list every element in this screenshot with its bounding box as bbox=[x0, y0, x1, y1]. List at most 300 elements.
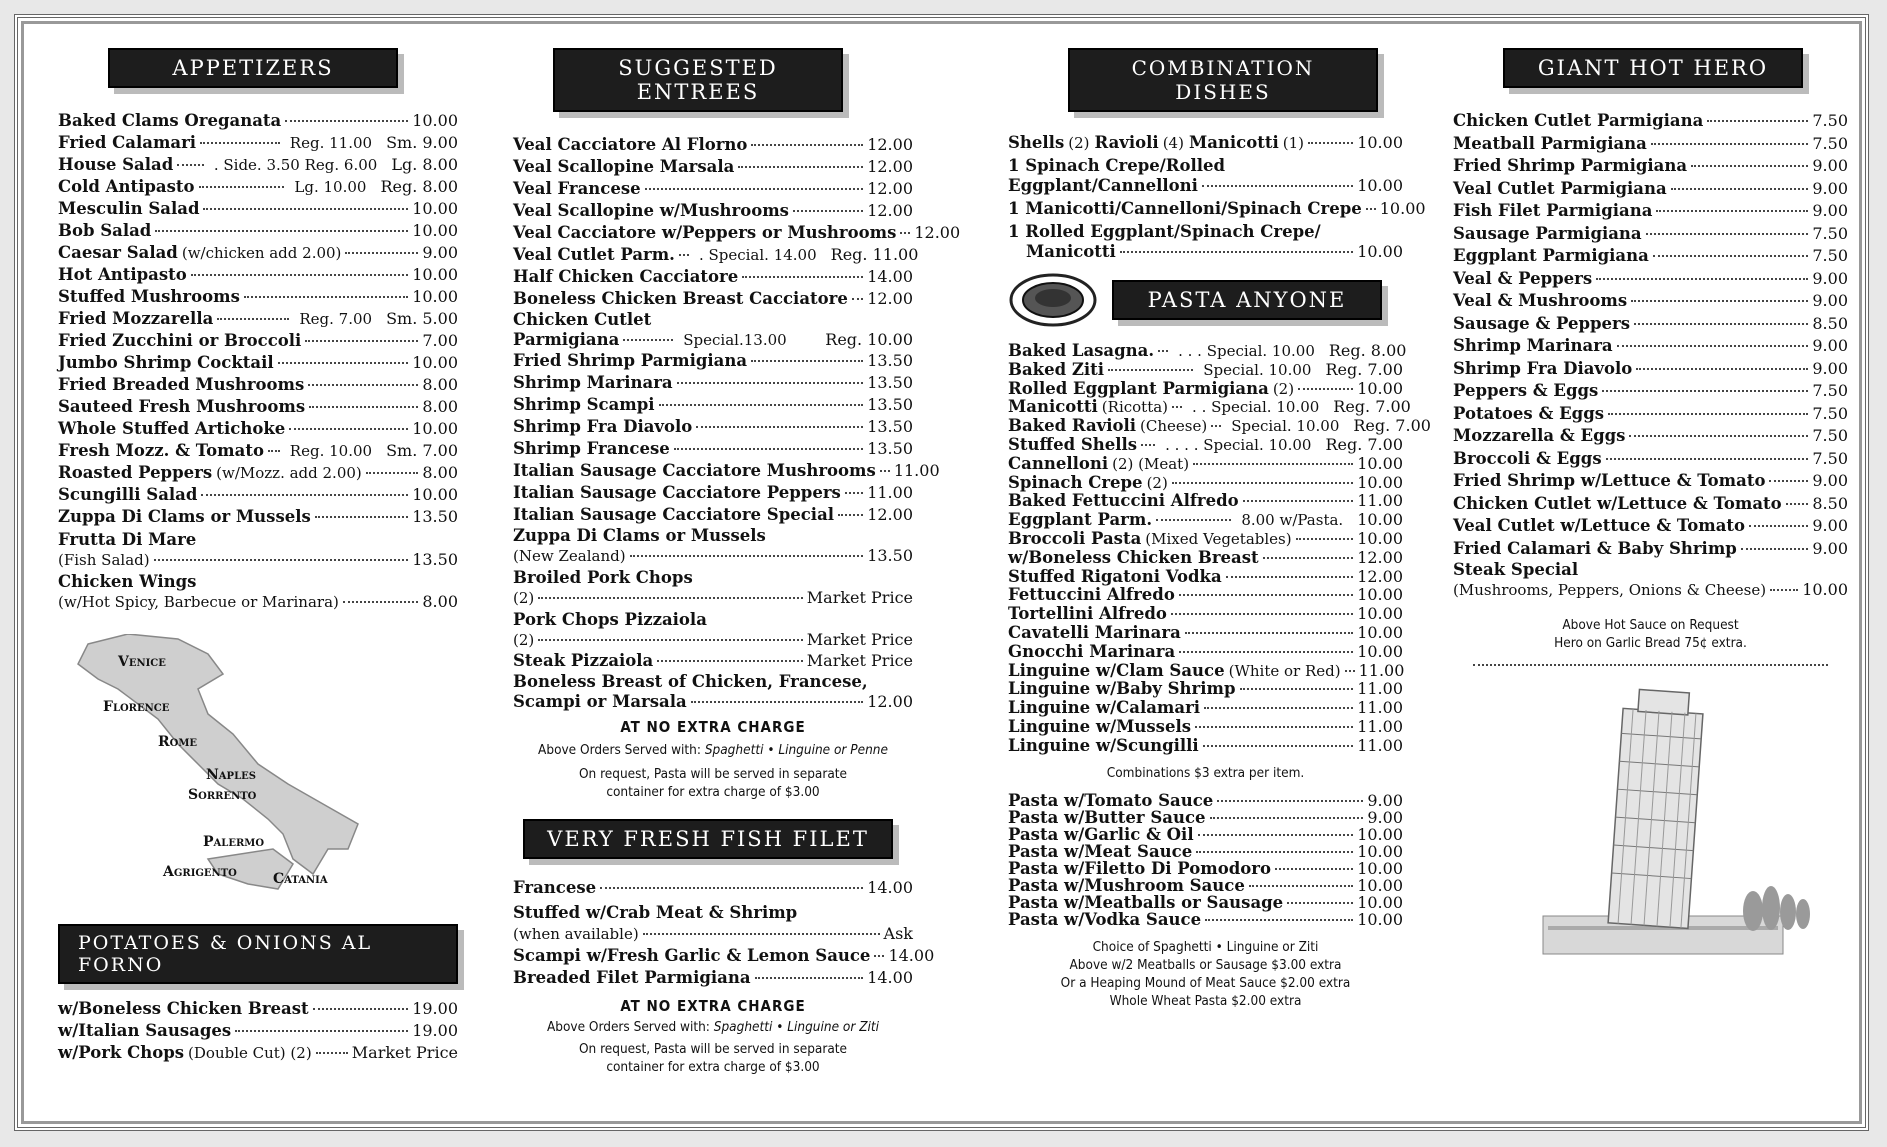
hero-row bbox=[1453, 403, 1848, 426]
item-mid-price: 8.00 w/Pasta. bbox=[1241, 511, 1344, 530]
item-note: (Cheese) bbox=[1140, 417, 1208, 436]
dot-leader bbox=[900, 232, 910, 234]
hero-row bbox=[1453, 268, 1848, 291]
entree-row bbox=[513, 222, 961, 244]
appetizer-row bbox=[58, 396, 458, 418]
sauce-list bbox=[1008, 792, 1403, 928]
hero-row bbox=[1453, 110, 1848, 133]
item-mid-price: Special. 10.00 bbox=[1231, 417, 1340, 436]
dot-leader bbox=[1196, 851, 1353, 853]
dot-leader bbox=[742, 276, 863, 278]
dot-leader bbox=[1636, 368, 1808, 370]
hero-row bbox=[1453, 425, 1848, 448]
map-city-naples: Naples bbox=[206, 767, 256, 783]
item-price: 10.00 bbox=[412, 485, 458, 504]
item-price: 10.00 bbox=[1357, 604, 1403, 624]
item-price: 13.50 bbox=[867, 395, 913, 414]
combo-4-item: 1 Rolled Eggplant/Spinach Crepe/ Manicotti 10.00 bbox=[1008, 222, 1403, 261]
item-note: (Mixed Vegetables) bbox=[1145, 529, 1292, 548]
dot-leader bbox=[1226, 576, 1354, 578]
dot-leader bbox=[1198, 834, 1354, 836]
appetizer-row bbox=[58, 352, 458, 374]
sauce-row bbox=[1008, 894, 1403, 911]
appetizer-row bbox=[58, 110, 458, 132]
item-price: 12.00 bbox=[914, 223, 961, 242]
pasta-row bbox=[1008, 341, 1407, 361]
zuppa-item: Zuppa Di Clams or Mussels (New Zealand) 13.50 bbox=[513, 526, 913, 565]
item-price: 9.00 bbox=[1812, 516, 1848, 535]
italy-map bbox=[58, 634, 458, 924]
item-mid-price: Reg. 10.00 bbox=[289, 442, 373, 460]
item-name: Baked Fettuccini Alfredo bbox=[1008, 491, 1239, 511]
dot-leader bbox=[838, 514, 863, 516]
item-price: Reg. 11.00 bbox=[830, 245, 919, 264]
item-price: 10.00 bbox=[412, 265, 458, 284]
item-price: Reg. 7.00 bbox=[1353, 416, 1431, 436]
item-name: Veal Scallopine Marsala bbox=[513, 157, 735, 176]
map-city-palermo: Palermo bbox=[203, 834, 265, 850]
dot-leader bbox=[155, 230, 408, 232]
item-name: Zuppa Di Clams or Mussels bbox=[58, 507, 311, 526]
potatoes-row bbox=[58, 1042, 458, 1064]
item-name: Tortellini Alfredo bbox=[1008, 604, 1167, 624]
item-name: Fried Shrimp w/Lettuce & Tomato bbox=[1453, 471, 1766, 490]
item-price: 9.00 bbox=[1812, 268, 1848, 288]
item-price: 7.50 bbox=[1812, 111, 1848, 130]
dot-leader bbox=[366, 472, 419, 474]
item-price: 7.50 bbox=[1812, 133, 1848, 153]
hero-row bbox=[1453, 223, 1848, 246]
entree-row bbox=[513, 504, 913, 526]
item-price: 11.00 bbox=[1357, 735, 1403, 755]
item-name: Shrimp Francese bbox=[513, 439, 670, 458]
combo-extra-note: Combinations $3 extra per item. bbox=[1106, 764, 1305, 781]
dot-leader bbox=[1296, 538, 1354, 540]
appetizer-row bbox=[58, 198, 458, 220]
menu-page bbox=[14, 14, 1869, 1131]
item-price: 8.00 bbox=[422, 397, 458, 416]
item-price: 7.50 bbox=[1812, 223, 1848, 243]
dot-leader bbox=[1741, 548, 1809, 550]
dot-leader bbox=[751, 144, 863, 146]
item-name: Fried Zucchini or Broccoli bbox=[58, 331, 302, 350]
item-mid-price: . Side. 3.50 Reg. 6.00 bbox=[213, 156, 378, 174]
frutta-item: Frutta Di Mare (Fish Salad) 13.50 bbox=[58, 530, 458, 569]
item-name: Whole Stuffed Artichoke bbox=[58, 419, 286, 438]
item-name: Shrimp Fra Diavolo bbox=[1453, 358, 1633, 378]
item-name: Italian Sausage Cacciatore Mushrooms bbox=[513, 461, 876, 480]
appetizer-row bbox=[58, 506, 458, 528]
item-price: 9.00 bbox=[1812, 471, 1848, 490]
dot-leader bbox=[1646, 233, 1809, 235]
pasta-row bbox=[1008, 662, 1403, 681]
item-price: 9.00 bbox=[1812, 291, 1848, 310]
item-mid-price: . Special. 14.00 bbox=[698, 246, 817, 264]
appetizer-row bbox=[58, 264, 458, 286]
item-price: 7.50 bbox=[1812, 246, 1848, 265]
item-price: 19.00 bbox=[412, 1021, 458, 1040]
item-name: Veal Cutlet Parm. bbox=[513, 245, 675, 264]
sauce-row bbox=[1008, 860, 1403, 877]
dot-leader bbox=[201, 494, 408, 496]
item-note: (w/chicken add 2.00) bbox=[181, 244, 342, 262]
dot-leader bbox=[1171, 613, 1353, 615]
appetizer-row bbox=[58, 330, 458, 352]
dot-leader bbox=[1203, 745, 1353, 747]
item-name: Shrimp Marinara bbox=[513, 373, 673, 392]
item-name: Linguine w/Baby Shrimp bbox=[1008, 679, 1236, 699]
hero-row bbox=[1453, 448, 1848, 471]
item-price: 10.00 bbox=[412, 419, 458, 438]
item-price: 7.50 bbox=[1812, 403, 1848, 423]
entree-row bbox=[513, 372, 913, 394]
item-name: Italian Sausage Cacciatore Peppers bbox=[513, 483, 841, 502]
item-price: 10.00 bbox=[1357, 824, 1403, 844]
item-price: 7.00 bbox=[422, 331, 458, 350]
item-price: 9.00 bbox=[1812, 336, 1848, 355]
pasta-row bbox=[1008, 530, 1403, 549]
item-name: Shrimp Fra Diavolo bbox=[513, 417, 693, 436]
dot-leader bbox=[659, 404, 864, 406]
item-mid-price: Reg. 7.00 bbox=[299, 310, 373, 328]
pasta-row bbox=[1008, 416, 1431, 436]
hero-row bbox=[1453, 515, 1848, 538]
item-name: w/Boneless Chicken Breast bbox=[1008, 547, 1259, 567]
dot-leader bbox=[1210, 817, 1364, 819]
dot-leader bbox=[1629, 435, 1808, 437]
pasta-row bbox=[1008, 492, 1403, 511]
potatoes-list bbox=[58, 998, 458, 1064]
item-price: 8.50 bbox=[1812, 313, 1848, 333]
hero-row bbox=[1453, 335, 1848, 358]
item-price: 10.00 bbox=[412, 287, 458, 306]
item-name: Cold Antipasto bbox=[58, 177, 195, 196]
item-name: Veal Cacciatore w/Peppers or Mushrooms bbox=[513, 223, 897, 242]
item-name: w/Italian Sausages bbox=[58, 1021, 232, 1040]
item-price: 9.00 bbox=[422, 243, 458, 262]
item-price: 9.00 bbox=[1812, 178, 1848, 198]
fish-breaded-item: Breaded Filet Parmigiana 14.00 bbox=[513, 968, 913, 987]
item-price: 12.00 bbox=[867, 179, 913, 198]
item-price: 19.00 bbox=[412, 999, 458, 1018]
item-name: Manicotti bbox=[1008, 397, 1098, 417]
dot-leader bbox=[1786, 503, 1809, 505]
hero-column bbox=[1453, 48, 1848, 980]
item-name: Mesculin Salad bbox=[58, 199, 200, 218]
item-name: Gnocchi Marinara bbox=[1008, 641, 1176, 661]
item-name: Meatball Parmigiana bbox=[1453, 133, 1647, 153]
chicken-cutlet-item: Chicken Cutlet Parmigiana Special.13.00 Reg. 10.00 bbox=[513, 310, 913, 349]
dot-leader bbox=[1671, 188, 1809, 190]
dot-leader bbox=[679, 254, 689, 256]
item-price: Sm. 5.00 bbox=[386, 309, 458, 328]
item-mid-price: . . . . Special. 10.00 bbox=[1165, 435, 1312, 454]
item-mid-price: . . . Special. 10.00 bbox=[1178, 342, 1315, 360]
item-name: Baked Ziti bbox=[1008, 359, 1105, 379]
potatoes-banner: POTATOES & ONIONS AL FORNO bbox=[58, 924, 458, 984]
dot-leader bbox=[1205, 919, 1353, 921]
dot-leader bbox=[1749, 525, 1808, 527]
pasta-row bbox=[1008, 455, 1403, 474]
item-price: 10.00 bbox=[1357, 622, 1403, 642]
dot-leader bbox=[268, 450, 280, 452]
item-name: Eggplant Parmigiana bbox=[1453, 246, 1649, 265]
item-name: House Salad bbox=[58, 155, 174, 174]
dot-leader bbox=[278, 362, 409, 364]
hero-row bbox=[1453, 313, 1848, 336]
item-name: Half Chicken Cacciatore bbox=[513, 267, 739, 286]
item-note: (w/Mozz. add 2.00) bbox=[216, 464, 362, 482]
dot-leader bbox=[308, 384, 418, 386]
appetizer-row bbox=[58, 484, 458, 506]
fish-crab-item: Stuffed w/Crab Meat & Shrimp (when available) Ask bbox=[513, 903, 913, 943]
item-price: 13.50 bbox=[867, 439, 913, 458]
dot-leader bbox=[1653, 255, 1809, 257]
item-price: 10.00 bbox=[1357, 528, 1403, 548]
item-name: Sausage Parmigiana bbox=[1453, 223, 1642, 243]
item-name: Veal & Mushrooms bbox=[1453, 291, 1628, 310]
dot-leader bbox=[1298, 388, 1353, 390]
item-price: Reg. 8.00 bbox=[380, 177, 458, 196]
item-name: Veal Cutlet w/Lettuce & Tomato bbox=[1453, 516, 1746, 535]
item-name: Fried Calamari & Baby Shrimp bbox=[1453, 538, 1737, 558]
item-price: 10.00 bbox=[1357, 892, 1403, 912]
item-price: 11.00 bbox=[1357, 698, 1403, 718]
dot-leader bbox=[1617, 345, 1809, 347]
dot-leader bbox=[244, 296, 408, 298]
dot-leader bbox=[1243, 500, 1354, 502]
item-price: 13.50 bbox=[867, 417, 913, 436]
hero-row bbox=[1453, 200, 1848, 223]
item-price: 12.00 bbox=[867, 157, 913, 176]
item-price: 8.00 bbox=[422, 375, 458, 394]
pasta-row bbox=[1008, 643, 1403, 662]
fish-scampi-item: Scampi w/Fresh Garlic & Lemon Sauce 14.00 bbox=[513, 946, 935, 965]
map-city-catania: Catania bbox=[273, 871, 328, 887]
item-price: 10.00 bbox=[1357, 841, 1403, 861]
item-price: 9.00 bbox=[1812, 538, 1848, 558]
item-name: Fried Shrimp Parmigiana bbox=[1453, 156, 1688, 175]
item-name: Shrimp Scampi bbox=[513, 395, 655, 414]
item-price: 13.50 bbox=[412, 507, 458, 526]
item-price: 9.00 bbox=[1812, 201, 1848, 220]
dot-leader bbox=[1141, 444, 1155, 446]
pasta-bowl-icon bbox=[1008, 272, 1098, 328]
item-price: 8.50 bbox=[1812, 493, 1848, 513]
item-price: Reg. 7.00 bbox=[1325, 359, 1403, 379]
hero-row bbox=[1453, 380, 1848, 403]
dot-leader bbox=[203, 208, 408, 210]
combo-banner: COMBINATION DISHES bbox=[1068, 48, 1378, 112]
appetizer-row bbox=[58, 176, 458, 198]
item-price: 10.00 bbox=[1357, 585, 1403, 605]
pasta-row bbox=[1008, 474, 1403, 493]
item-name: Linguine w/Calamari bbox=[1008, 698, 1201, 718]
entree-row bbox=[513, 200, 913, 222]
item-price: 10.00 bbox=[412, 221, 458, 240]
item-name: Baked Ravioli bbox=[1008, 416, 1137, 436]
potatoes-row bbox=[58, 1020, 458, 1042]
item-name: Pasta w/Tomato Sauce bbox=[1008, 790, 1214, 810]
item-price: Lg. 8.00 bbox=[391, 155, 458, 174]
dot-leader bbox=[235, 1030, 408, 1032]
entree-row bbox=[513, 178, 913, 200]
item-name: Baked Clams Oreganata bbox=[58, 111, 282, 130]
sauce-row bbox=[1008, 877, 1403, 894]
item-name: Linguine w/Scungilli bbox=[1008, 735, 1199, 755]
entree-row bbox=[513, 266, 913, 288]
item-price: 9.00 bbox=[1367, 807, 1403, 827]
item-name: Veal Cutlet Parmigiana bbox=[1453, 178, 1667, 198]
item-name: Fresh Mozz. & Tomato bbox=[58, 441, 264, 460]
sauce-row bbox=[1008, 826, 1403, 843]
item-price: 10.00 bbox=[1357, 378, 1403, 398]
wings-item: Chicken Wings (w/Hot Spicy, Barbecue or Marinara) 8.00 bbox=[58, 572, 458, 611]
entrees-list-2 bbox=[513, 350, 940, 526]
hero-row bbox=[1453, 178, 1848, 201]
item-price: Sm. 7.00 bbox=[386, 441, 458, 460]
dot-leader bbox=[1287, 902, 1353, 904]
item-name: Broccoli Pasta bbox=[1008, 528, 1142, 548]
item-name: Veal Cacciatore Al Florno bbox=[513, 135, 748, 154]
item-name: Fettuccini Alfredo bbox=[1008, 585, 1175, 605]
item-name: Chicken Cutlet Parmigiana bbox=[1453, 111, 1704, 130]
item-price: 7.50 bbox=[1812, 448, 1848, 468]
appetizer-row bbox=[58, 220, 458, 242]
dot-leader bbox=[1240, 688, 1354, 690]
hero-row bbox=[1453, 245, 1848, 268]
appetizers-column bbox=[58, 48, 458, 1064]
item-name: Cannelloni bbox=[1008, 453, 1109, 473]
item-note: (2) bbox=[1272, 379, 1295, 398]
item-price: 10.00 bbox=[1357, 472, 1403, 492]
item-name: Linguine w/Clam Sauce bbox=[1008, 660, 1225, 680]
pork-chops-item: Broiled Pork Chops (2) Market Price bbox=[513, 568, 913, 607]
dot-leader bbox=[289, 428, 408, 430]
appetizer-row bbox=[58, 286, 458, 308]
item-name: Potatoes & Eggs bbox=[1453, 403, 1605, 423]
item-price: 11.00 bbox=[1358, 660, 1405, 680]
sauce-row bbox=[1008, 809, 1403, 826]
item-price: Sm. 9.00 bbox=[386, 133, 458, 152]
sauce-row bbox=[1008, 792, 1403, 809]
hero-row bbox=[1453, 538, 1848, 561]
item-price: 12.00 bbox=[1357, 566, 1403, 586]
dot-leader bbox=[1769, 480, 1808, 482]
entree-row bbox=[513, 134, 913, 156]
item-price: 12.00 bbox=[867, 201, 913, 220]
item-name: Veal Scallopine w/Mushrooms bbox=[513, 201, 789, 220]
dot-leader bbox=[305, 340, 418, 342]
item-name: Fried Mozzarella bbox=[58, 309, 214, 328]
steak-special-item: Steak Special (Mushrooms, Peppers, Onions & Cheese) 10.00 bbox=[1453, 560, 1848, 599]
potatoes-row bbox=[58, 998, 458, 1020]
item-price: 10.00 bbox=[1357, 641, 1403, 661]
pasta-row bbox=[1008, 397, 1411, 417]
pasta-row bbox=[1008, 680, 1403, 699]
entrees-column bbox=[513, 48, 961, 1076]
map-city-venice: Venice bbox=[118, 654, 166, 670]
item-name: Pasta w/Vodka Sauce bbox=[1008, 909, 1202, 929]
entree-row bbox=[513, 438, 913, 460]
dot-leader bbox=[1193, 463, 1353, 465]
dot-leader bbox=[1634, 323, 1808, 325]
dot-leader bbox=[845, 492, 863, 494]
dot-leader bbox=[1602, 390, 1808, 392]
entree-row bbox=[513, 416, 913, 438]
pasta-banner: PASTA ANYONE bbox=[1112, 280, 1382, 320]
dot-leader bbox=[200, 142, 280, 144]
item-price: 10.00 bbox=[1357, 875, 1403, 895]
dot-leader bbox=[1249, 885, 1353, 887]
item-price: 10.00 bbox=[1357, 909, 1403, 929]
pasta-row bbox=[1008, 549, 1403, 568]
dot-leader bbox=[1172, 406, 1182, 408]
entrees-list bbox=[513, 134, 961, 310]
item-price: 12.00 bbox=[867, 135, 913, 154]
dot-leader bbox=[1195, 726, 1353, 728]
map-city-rome: Rome bbox=[158, 734, 198, 750]
appetizer-row bbox=[58, 242, 458, 264]
pasta-row bbox=[1008, 718, 1403, 737]
item-note: (Ricotta) bbox=[1101, 398, 1169, 417]
fish-banner: VERY FRESH FISH FILET bbox=[523, 819, 893, 859]
item-price: 12.00 bbox=[1357, 547, 1403, 567]
appetizers-list bbox=[58, 110, 458, 528]
item-price: 10.00 bbox=[412, 353, 458, 372]
item-price: 7.50 bbox=[1812, 426, 1848, 445]
item-name: Broccoli & Eggs bbox=[1453, 448, 1602, 468]
item-name: Linguine w/Mussels bbox=[1008, 716, 1192, 736]
item-price: 9.00 bbox=[1812, 358, 1848, 378]
entrees-banner: SUGGESTED ENTREES bbox=[553, 48, 843, 112]
dot-leader bbox=[1179, 594, 1353, 596]
item-price: 11.00 bbox=[1357, 716, 1403, 736]
dot-leader bbox=[852, 298, 863, 300]
dot-leader bbox=[738, 166, 863, 168]
item-price: 11.00 bbox=[1357, 491, 1403, 511]
item-name: Italian Sausage Cacciatore Special bbox=[513, 505, 835, 524]
item-price: 14.00 bbox=[867, 267, 913, 286]
item-mid-price: Special. 10.00 bbox=[1203, 360, 1312, 379]
pasta-row bbox=[1008, 380, 1403, 399]
dot-leader bbox=[1179, 651, 1353, 653]
combo-3-item: 1 Manicotti/Cannelloni/Spinach Crepe 10.00 bbox=[1008, 199, 1426, 218]
entrees-note: AT NO EXTRA CHARGE Above Orders Served with: Spaghetti • Linguine or Penne On request, Pasta will be served in separate container for extra charge of $3.00 bbox=[538, 718, 888, 800]
dot-leader bbox=[1158, 350, 1168, 352]
fish-francese-item: Francese 14.00 bbox=[513, 878, 913, 897]
pasta-row bbox=[1008, 586, 1403, 605]
item-name: Rolled Eggplant Parmigiana bbox=[1008, 378, 1269, 398]
dot-leader bbox=[1263, 557, 1354, 559]
item-name: Fried Calamari bbox=[58, 133, 197, 152]
item-mid-price: Lg. 10.00 bbox=[294, 178, 367, 196]
dot-leader bbox=[1596, 278, 1808, 280]
item-price: Reg. 8.00 bbox=[1328, 341, 1407, 360]
boneless-breast-item: Boneless Breast of Chicken, Francese, Scampi or Marsala 12.00 bbox=[513, 672, 913, 711]
item-note: (2) (Meat) bbox=[1112, 454, 1190, 473]
item-price: 9.00 bbox=[1367, 790, 1403, 810]
item-price: 9.00 bbox=[1812, 156, 1848, 175]
entree-row bbox=[513, 460, 940, 482]
item-name: Baked Lasagna. bbox=[1008, 341, 1155, 360]
dot-leader bbox=[1707, 120, 1808, 122]
entree-row bbox=[513, 156, 913, 178]
entree-row bbox=[513, 288, 913, 310]
item-price: 10.00 bbox=[412, 199, 458, 218]
item-name: Fried Shrimp Parmigiana bbox=[513, 351, 748, 370]
entree-row bbox=[513, 350, 913, 372]
